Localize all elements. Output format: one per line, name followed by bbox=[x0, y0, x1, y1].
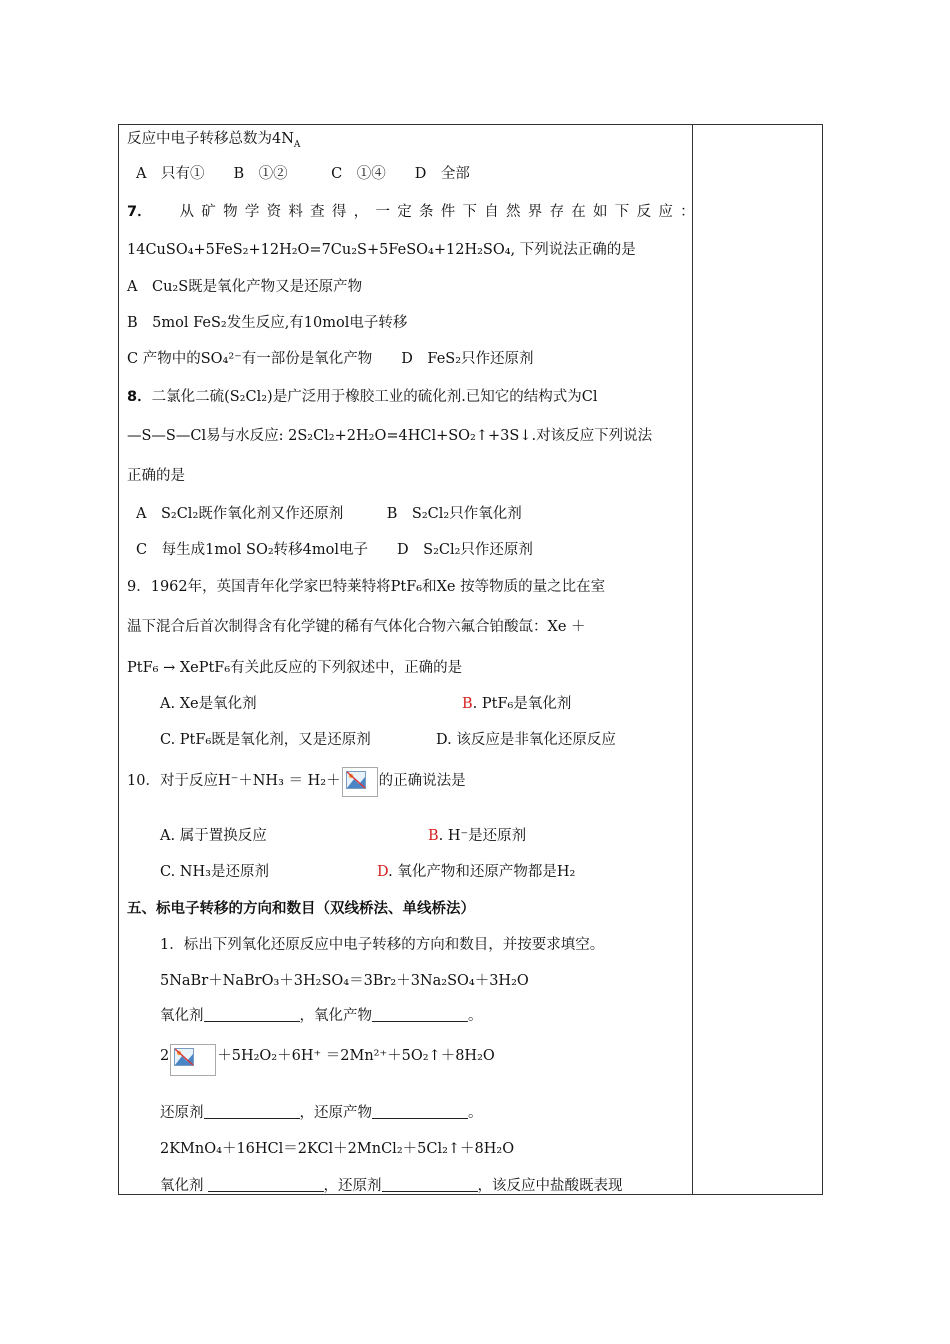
q10-line1: 10．对于反应H⁻＋NH₃ ＝ H₂＋ 的正确说法是 bbox=[127, 767, 466, 797]
q6-line-end: 反应中电子转移总数为$4N_A$ bbox=[127, 131, 301, 150]
equation-2: 2 ＋5H₂O₂＋6H⁺ ＝2Mn²⁺＋5O₂↑＋8H₂O bbox=[160, 1044, 495, 1076]
q7-equation: 14CuSO₄+5FeS₂+12H₂O=7Cu₂S+5FeSO₄+12H₂SO₄, 下列说法正确的是 bbox=[127, 242, 636, 258]
q9-option-a: A. Xe是氧化剂 bbox=[160, 696, 257, 712]
blanks-3: 氧化剂 ，还原剂 ，该反应中盐酸既表现 bbox=[160, 1178, 623, 1194]
q10-option-a: A. 属于置换反应 bbox=[160, 828, 267, 844]
q9-line3: PtF₆ → XePtF₆有关此反应的下列叙述中，正确的是 bbox=[127, 660, 463, 676]
broken-image-icon bbox=[170, 1044, 216, 1076]
q7-option-b: B 5mol FeS₂发生反应,有10mol电子转移 bbox=[127, 315, 408, 331]
q10-option-d: D. 氧化产物和还原产物都是H₂ bbox=[377, 864, 576, 880]
blanks-1: 氧化剂 ，氧化产物 。 bbox=[160, 1008, 483, 1024]
q8-option-ab: A S₂Cl₂既作氧化剂又作还原剂 B S₂Cl₂只作氧化剂 bbox=[136, 506, 522, 522]
q8-line3: 正确的是 bbox=[127, 468, 185, 484]
section-5-heading: 五、标电子转移的方向和数目（双线桥法、单线桥法） bbox=[127, 901, 475, 917]
q7-line1: 7． 从矿物学资料查得，一定条件下自然界存在如下反应： bbox=[127, 204, 695, 220]
equation-3: 2KMnO₄＋16HCl＝2KCl＋2MnCl₂＋5Cl₂↑＋8H₂O bbox=[160, 1141, 515, 1157]
q8-line2: —S—S—Cl易与水反应: 2S₂Cl₂+2H₂O=4HCl+SO₂↑+3S↓.对该反应下列说法 bbox=[127, 428, 653, 444]
q10-option-c: C. NH₃是还原剂 bbox=[160, 864, 269, 880]
q7-option-a: A Cu₂S既是氧化产物又是还原产物 bbox=[127, 279, 363, 295]
blanks-2: 还原剂 ，还原产物 。 bbox=[160, 1105, 483, 1121]
q7-option-cd: C 产物中的SO₄²⁻有一部份是氧化产物 D FeS₂只作还原剂 bbox=[127, 351, 534, 367]
q8-option-cd: C 每生成1mol SO₂转移4mol电子 D S₂Cl₂只作还原剂 bbox=[136, 542, 533, 558]
equation-1: 5NaBr＋NaBrO₃＋3H₂SO₄＝3Br₂＋3Na₂SO₄＋3H₂O bbox=[160, 973, 529, 989]
q9-option-d: D. 该反应是非氧化还原反应 bbox=[436, 732, 616, 748]
q9-option-c: C. PtF₆既是氧化剂，又是还原剂 bbox=[160, 732, 371, 748]
q10-option-b: B. H⁻是还原剂 bbox=[428, 828, 527, 844]
q9-option-b: B. PtF₆是氧化剂 bbox=[462, 696, 572, 712]
q9-line2: 温下混合后首次制得含有化学键的稀有气体化合物六氟合铂酸氙：Xe ＋ bbox=[127, 619, 586, 635]
section-5-instruction: 1．标出下列氧化还原反应中电子转移的方向和数目，并按要求填空。 bbox=[160, 937, 605, 953]
broken-image-icon bbox=[342, 767, 378, 797]
q9-line1: 9．1962年，英国青年化学家巴特莱特将PtF₆和Xe 按等物质的量之比在室 bbox=[127, 579, 606, 595]
q8-line1: 8．二氯化二硫(S₂Cl₂)是广泛用于橡胶工业的硫化剂.已知它的结构式为Cl bbox=[127, 389, 598, 405]
q6-options: A 只有① B ①② C ①④ D 全部 bbox=[136, 166, 470, 182]
column-divider bbox=[692, 124, 693, 1195]
